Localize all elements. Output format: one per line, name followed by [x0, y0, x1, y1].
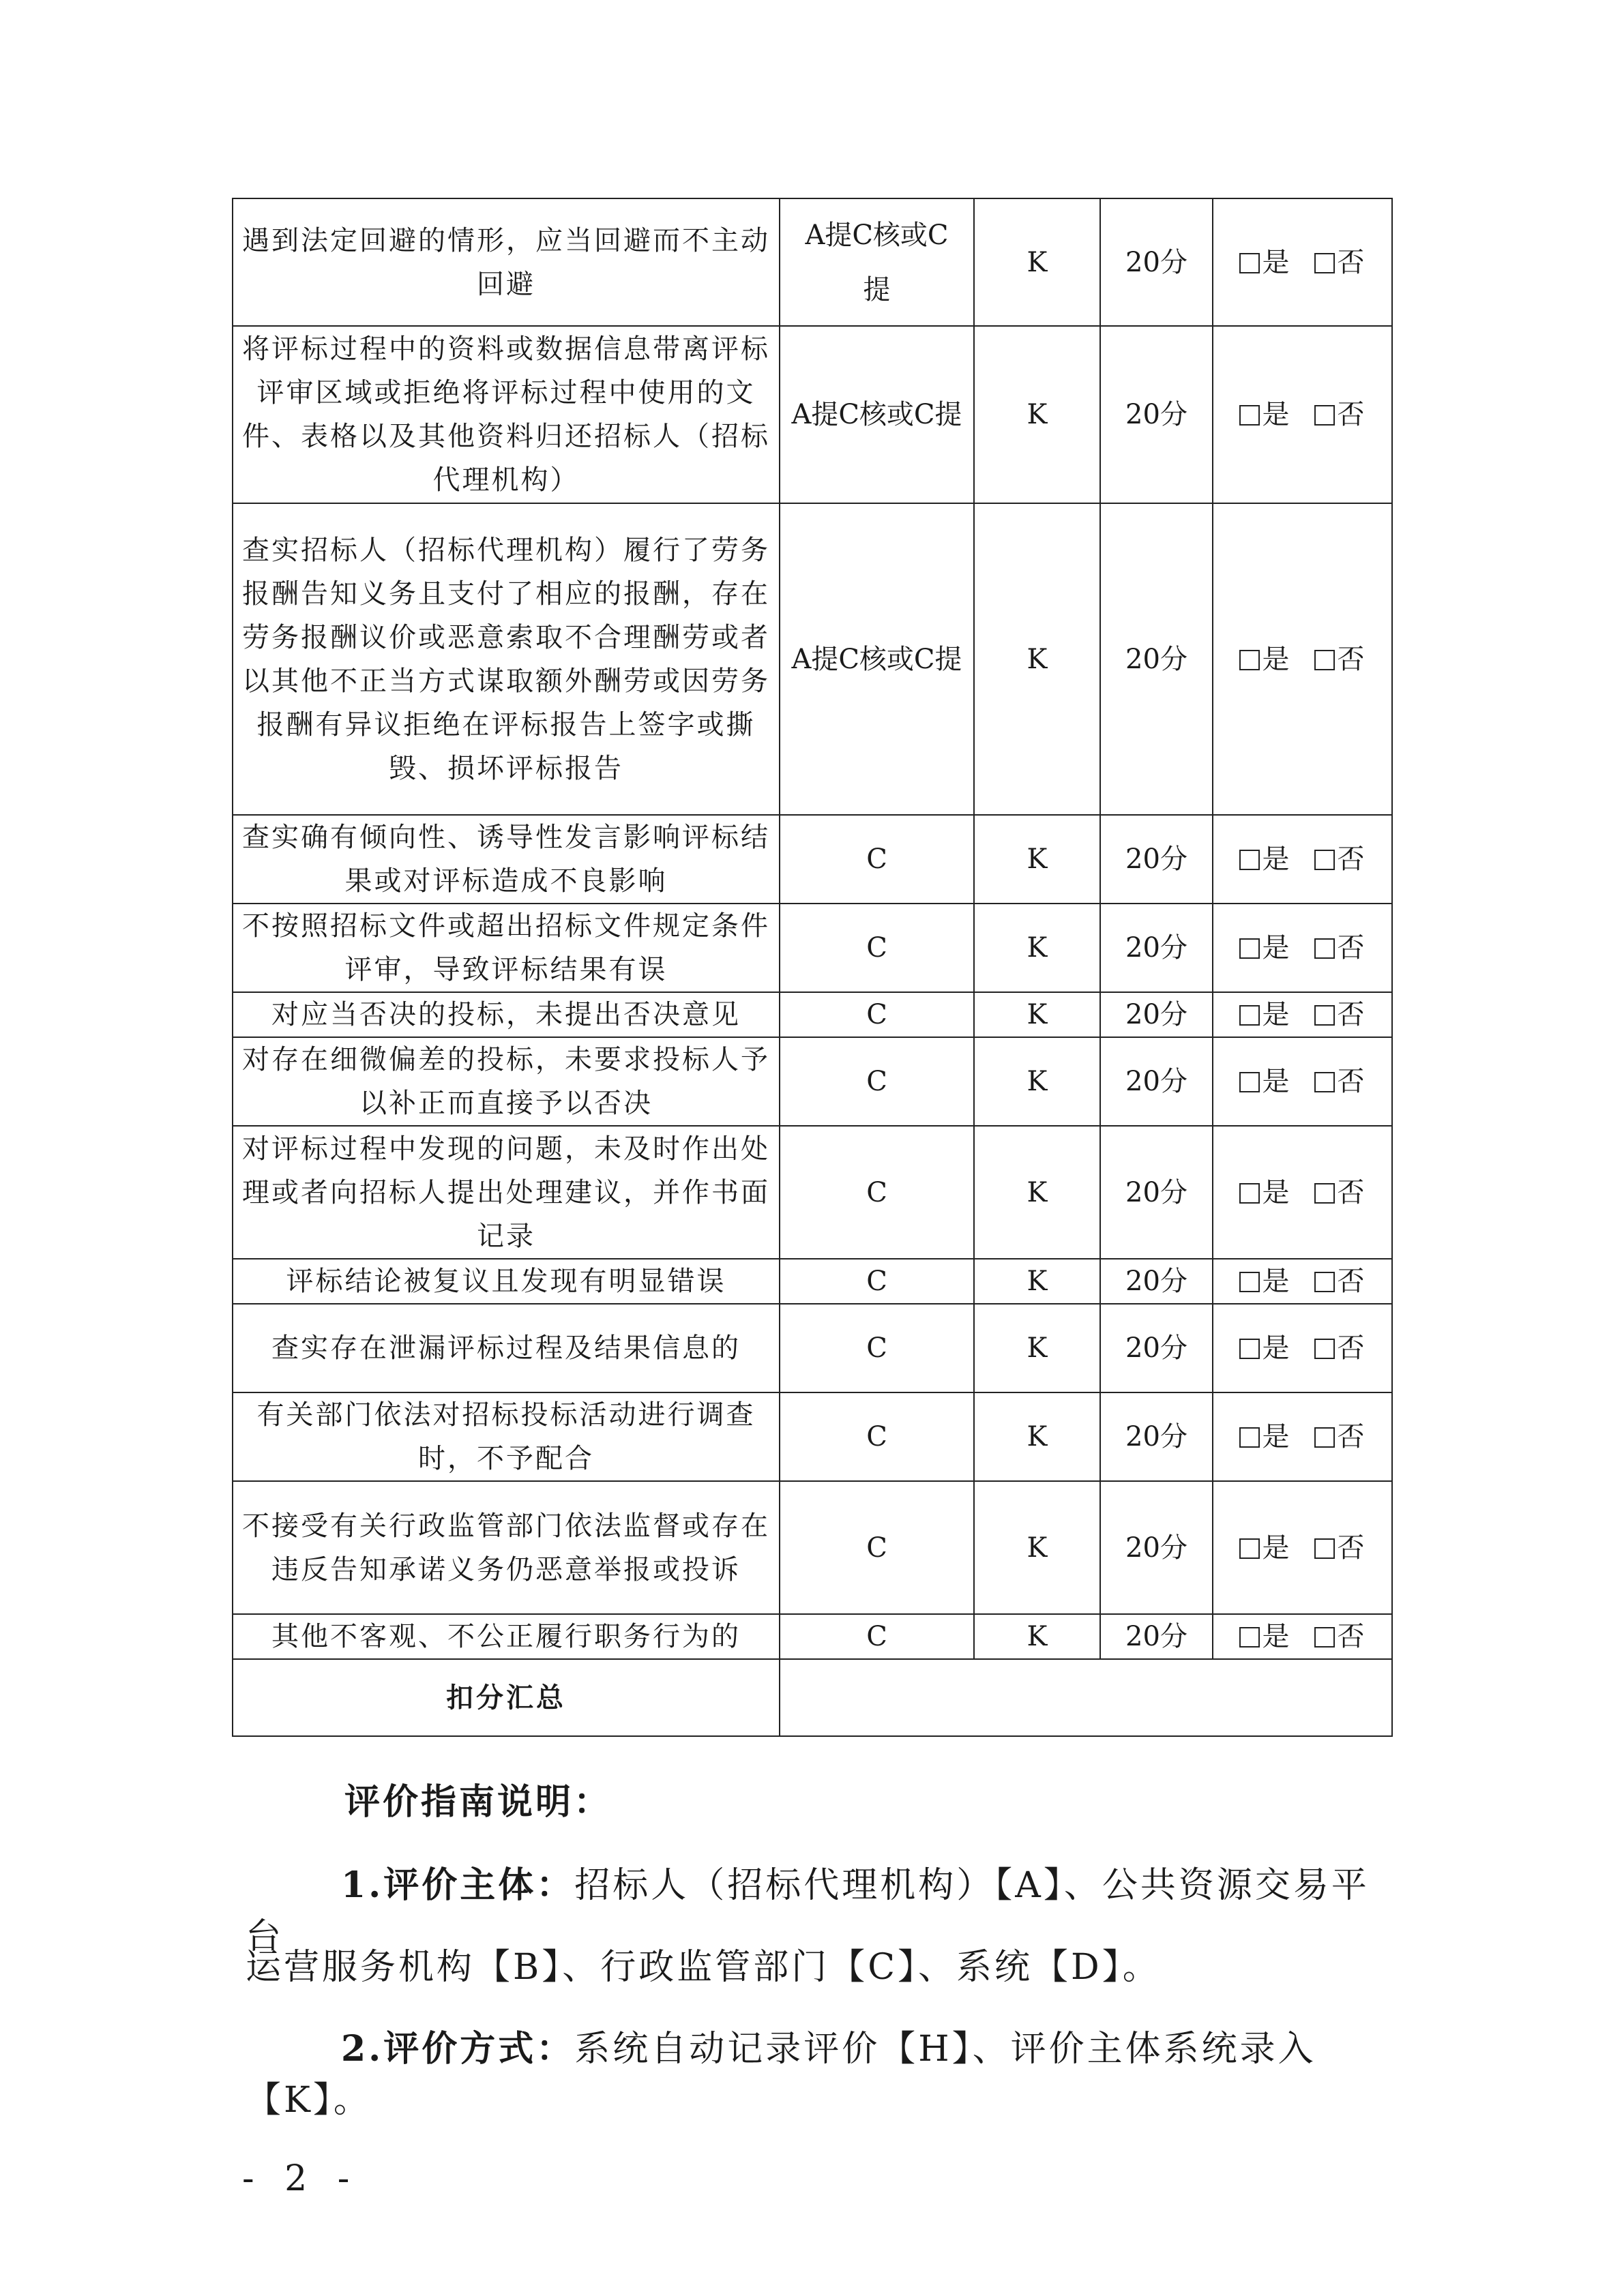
- no-label: 否: [1337, 1176, 1366, 1208]
- no-checkbox[interactable]: [1314, 1072, 1335, 1092]
- subject-cell: A提C核或C提: [780, 326, 974, 503]
- no-label: 否: [1337, 246, 1366, 278]
- no-label: 否: [1337, 1621, 1366, 1652]
- yes-no-cell: [1213, 1037, 1392, 1126]
- item-cell: 对应当否决的投标，未提出否决意见: [233, 992, 780, 1037]
- no-checkbox[interactable]: [1314, 850, 1335, 870]
- yes-checkbox[interactable]: [1239, 1538, 1260, 1559]
- summary-label: 扣分汇总: [233, 1659, 780, 1736]
- subject-cell: C: [780, 904, 974, 992]
- yes-no-cell: [1213, 326, 1392, 503]
- subject-cell: C: [780, 1037, 974, 1126]
- no-label: 否: [1337, 999, 1366, 1030]
- summary-row: [233, 1659, 1392, 1736]
- yes-checkbox[interactable]: [1239, 1005, 1260, 1026]
- no-checkbox[interactable]: [1314, 938, 1335, 959]
- no-label: 否: [1337, 1421, 1366, 1452]
- method-cell: K: [974, 1304, 1100, 1392]
- score-cell: 20分: [1100, 1259, 1213, 1304]
- score-cell: 20分: [1100, 1481, 1213, 1614]
- score-cell: 20分: [1100, 1614, 1213, 1659]
- item-cell: 对评标过程中发现的问题，未及时作出处理或者向招标人提出处理建议，并作书面记录: [233, 1126, 780, 1259]
- no-checkbox[interactable]: [1314, 253, 1335, 273]
- table-row: [233, 1037, 1392, 1126]
- yes-checkbox[interactable]: [1239, 405, 1260, 426]
- yes-checkbox[interactable]: [1239, 1072, 1260, 1092]
- table-row: [233, 1126, 1392, 1259]
- no-checkbox[interactable]: [1314, 405, 1335, 426]
- score-cell: 20分: [1100, 1304, 1213, 1392]
- yes-label: 是: [1262, 1421, 1291, 1452]
- no-label: 否: [1337, 643, 1366, 675]
- no-checkbox[interactable]: [1314, 1627, 1335, 1648]
- no-label: 否: [1337, 399, 1366, 430]
- item-cell: 其他不客观、不公正履行职务行为的: [233, 1614, 780, 1659]
- no-label: 否: [1337, 1266, 1366, 1297]
- notes-item-2-label: 2.评价方式：: [341, 2028, 575, 2070]
- yes-checkbox[interactable]: [1239, 650, 1260, 670]
- subject-cell: C: [780, 992, 974, 1037]
- no-checkbox[interactable]: [1314, 1005, 1335, 1026]
- subject-cell: C: [780, 1304, 974, 1392]
- no-checkbox[interactable]: [1314, 650, 1335, 670]
- method-cell: K: [974, 198, 1100, 326]
- yes-label: 是: [1262, 844, 1291, 875]
- notes-title: 评价指南说明：: [344, 1781, 612, 1823]
- notes-item-2-text: 系统自动记录评价【H】、评价主体系统录入【K】。: [246, 2029, 1316, 2121]
- yes-checkbox[interactable]: [1239, 1183, 1260, 1204]
- item-cell: 查实招标人（招标代理机构）履行了劳务报酬告知义务且支付了相应的报酬，存在劳务报酬议价或恶意索取不合理酬劳或者以其他不正当方式谋取额外酬劳或因劳务报酬有异议拒绝在评标报告上签字或撕毁、损坏评标报告: [233, 503, 780, 815]
- no-checkbox[interactable]: [1314, 1272, 1335, 1292]
- table-row: [233, 326, 1392, 503]
- table-row: [233, 1304, 1392, 1392]
- table-row: [233, 1481, 1392, 1614]
- yes-checkbox[interactable]: [1239, 1427, 1260, 1448]
- yes-label: 是: [1262, 1066, 1291, 1097]
- yes-no-cell: [1213, 904, 1392, 992]
- table-row: [233, 198, 1392, 326]
- yes-label: 是: [1262, 1532, 1291, 1564]
- subject-cell: A提C核或C提: [780, 198, 974, 326]
- subject-cell: C: [780, 1259, 974, 1304]
- table-row: [233, 815, 1392, 904]
- score-cell: 20分: [1100, 503, 1213, 815]
- table-row: [233, 904, 1392, 992]
- score-cell: 20分: [1100, 992, 1213, 1037]
- subject-cell: C: [780, 1614, 974, 1659]
- table-row: [233, 1614, 1392, 1659]
- method-cell: K: [974, 1614, 1100, 1659]
- yes-checkbox[interactable]: [1239, 253, 1260, 273]
- yes-no-cell: [1213, 1304, 1392, 1392]
- subject-cell: A提C核或C提: [780, 503, 974, 815]
- table-row: [233, 1259, 1392, 1304]
- yes-no-cell: [1213, 992, 1392, 1037]
- summary-value[interactable]: [780, 1659, 1392, 1736]
- item-cell: 将评标过程中的资料或数据信息带离评标评审区域或拒绝将评标过程中使用的文件、表格以及其他资料归还招标人（招标代理机构）: [233, 326, 780, 503]
- yes-checkbox[interactable]: [1239, 850, 1260, 870]
- yes-label: 是: [1262, 999, 1291, 1030]
- yes-label: 是: [1262, 932, 1291, 964]
- yes-checkbox[interactable]: [1239, 938, 1260, 959]
- item-cell: 查实存在泄漏评标过程及结果信息的: [233, 1304, 780, 1392]
- notes-item-2-line: [246, 2020, 1405, 2122]
- table-row: [233, 992, 1392, 1037]
- item-cell: 对存在细微偏差的投标，未要求投标人予以补正而直接予以否决: [233, 1037, 780, 1126]
- table-row: [233, 503, 1392, 815]
- yes-checkbox[interactable]: [1239, 1272, 1260, 1292]
- notes-title-line: [246, 1773, 1405, 1824]
- score-cell: 20分: [1100, 198, 1213, 326]
- yes-label: 是: [1262, 1621, 1291, 1652]
- subject-cell: C: [780, 1481, 974, 1614]
- item-cell: 不接受有关行政监管部门依法监督或存在违反告知承诺义务仍恶意举报或投诉: [233, 1481, 780, 1614]
- method-cell: K: [974, 326, 1100, 503]
- yes-no-cell: [1213, 1614, 1392, 1659]
- yes-label: 是: [1262, 399, 1291, 430]
- notes-item-1-label: 1.评价主体：: [341, 1864, 575, 1906]
- no-label: 否: [1337, 1332, 1366, 1364]
- method-cell: K: [974, 1126, 1100, 1259]
- item-cell: 评标结论被复议且发现有明显错误: [233, 1259, 780, 1304]
- method-cell: K: [974, 1481, 1100, 1614]
- notes-item-1-text-2: 运营服务机构【B】、行政监管部门【C】、系统【D】。: [246, 1947, 1161, 1988]
- yes-checkbox[interactable]: [1239, 1627, 1260, 1648]
- score-cell: 20分: [1100, 815, 1213, 904]
- score-cell: 20分: [1100, 904, 1213, 992]
- yes-no-cell: [1213, 1259, 1392, 1304]
- yes-no-cell: [1213, 1126, 1392, 1259]
- yes-no-cell: [1213, 1392, 1392, 1481]
- item-cell: 有关部门依法对招标投标活动进行调查时，不予配合: [233, 1392, 780, 1481]
- method-cell: K: [974, 992, 1100, 1037]
- evaluation-table: [232, 198, 1393, 1737]
- method-cell: K: [974, 503, 1100, 815]
- method-cell: K: [974, 815, 1100, 904]
- yes-checkbox[interactable]: [1239, 1339, 1260, 1359]
- table-row: [233, 1392, 1392, 1481]
- no-label: 否: [1337, 844, 1366, 875]
- method-cell: K: [974, 1037, 1100, 1126]
- notes-item-1-text-1: 招标人（招标代理机构）【A】、公共资源交易平台: [246, 1865, 1370, 1957]
- yes-label: 是: [1262, 1266, 1291, 1297]
- score-cell: 20分: [1100, 1037, 1213, 1126]
- yes-label: 是: [1262, 1176, 1291, 1208]
- yes-no-cell: [1213, 815, 1392, 904]
- yes-label: 是: [1262, 246, 1291, 278]
- yes-no-cell: [1213, 503, 1392, 815]
- item-cell: 遇到法定回避的情形，应当回避而不主动回避: [233, 198, 780, 326]
- notes-item-1-line-2: [246, 1938, 1405, 1989]
- no-label: 否: [1337, 1532, 1366, 1564]
- method-cell: K: [974, 1259, 1100, 1304]
- subject-cell: C: [780, 815, 974, 904]
- subject-cell: C: [780, 1392, 974, 1481]
- no-checkbox[interactable]: [1314, 1538, 1335, 1559]
- no-checkbox[interactable]: [1314, 1183, 1335, 1204]
- yes-no-cell: [1213, 198, 1392, 326]
- no-label: 否: [1337, 932, 1366, 964]
- page-number: - 2 -: [242, 2158, 359, 2199]
- score-cell: 20分: [1100, 1126, 1213, 1259]
- score-cell: 20分: [1100, 1392, 1213, 1481]
- no-checkbox[interactable]: [1314, 1427, 1335, 1448]
- method-cell: K: [974, 1392, 1100, 1481]
- item-cell: 不按照招标文件或超出招标文件规定条件评审，导致评标结果有误: [233, 904, 780, 992]
- no-checkbox[interactable]: [1314, 1339, 1335, 1359]
- yes-label: 是: [1262, 643, 1291, 675]
- item-cell: 查实确有倾向性、诱导性发言影响评标结果或对评标造成不良影响: [233, 815, 780, 904]
- method-cell: K: [974, 904, 1100, 992]
- yes-no-cell: [1213, 1481, 1392, 1614]
- subject-cell: C: [780, 1126, 974, 1259]
- yes-label: 是: [1262, 1332, 1291, 1364]
- score-cell: 20分: [1100, 326, 1213, 503]
- no-label: 否: [1337, 1066, 1366, 1097]
